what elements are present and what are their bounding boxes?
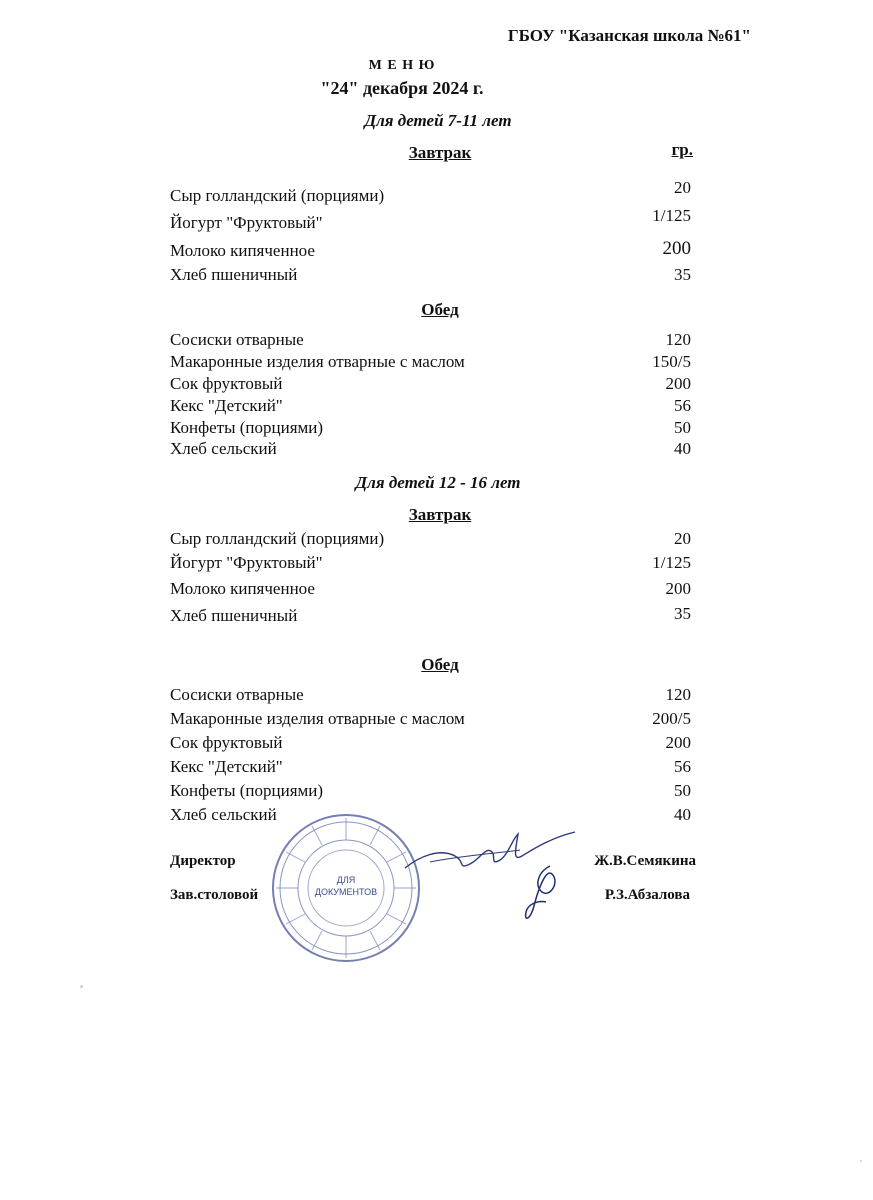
director-name: Ж.В.Семякина: [594, 853, 696, 869]
list-item: Кекс "Детский": [170, 757, 283, 776]
group1-lunch-title: Обед: [421, 300, 459, 319]
list-item-qty: 1/125: [652, 206, 691, 225]
list-item-qty: 35: [674, 265, 691, 284]
list-item-qty: 20: [674, 529, 691, 548]
canteen-role: Зав.столовой: [170, 887, 259, 903]
list-item: Конфеты (порциями): [170, 781, 324, 800]
menu-date: "24" декабря 2024 г.: [320, 78, 484, 98]
list-item: Макаронные изделия отварные с маслом: [170, 709, 465, 728]
list-item: Хлеб сельский: [170, 805, 277, 824]
list-item-qty: 1/125: [652, 553, 691, 572]
list-item: Макаронные изделия отварные с маслом: [170, 352, 465, 371]
list-item-qty: 200: [665, 733, 691, 752]
list-item-qty: 200: [662, 238, 691, 259]
menu-label: М Е Н Ю: [368, 58, 436, 73]
list-item-qty: 50: [674, 781, 691, 800]
organization-name: ГБОУ "Казанская школа №61": [507, 26, 751, 45]
canteen-signature: [520, 862, 570, 924]
unit-label: гр.: [671, 140, 693, 159]
group2-lunch-title: Обед: [421, 655, 459, 674]
stamp-text-bottom: ДОКУМЕНТОВ: [314, 887, 378, 897]
list-item-qty: 150/5: [652, 352, 691, 371]
group2-breakfast-title: Завтрак: [408, 505, 472, 524]
list-item-qty: 56: [674, 757, 691, 776]
list-item: Сосиски отварные: [170, 685, 304, 704]
list-item: Сосиски отварные: [170, 330, 304, 349]
scan-speck: [860, 1160, 862, 1162]
list-item-qty: 200/5: [652, 709, 691, 728]
list-item-qty: 40: [674, 439, 691, 458]
list-item: Хлеб сельский: [170, 439, 277, 458]
list-item-qty: 120: [665, 685, 691, 704]
group1-heading: Для детей 7-11 лет: [364, 111, 512, 130]
list-item-qty: 35: [674, 604, 691, 623]
list-item: Конфеты (порциями): [170, 418, 324, 437]
list-item-qty: 40: [674, 805, 691, 824]
list-item: Хлеб пшеничный: [170, 606, 298, 625]
list-item-qty: 50: [674, 418, 691, 437]
group2-heading: Для детей 12 - 16 лет: [355, 473, 521, 492]
canteen-name: Р.З.Абзалова: [604, 887, 690, 903]
list-item: Сыр голландский (порциями): [170, 529, 385, 548]
director-role: Директор: [170, 853, 236, 869]
list-item-qty: 200: [665, 374, 691, 393]
list-item-qty: 20: [674, 178, 691, 197]
list-item: Сок фруктовый: [170, 374, 283, 393]
stamp-text-top: ДЛЯ: [336, 875, 356, 885]
list-item: Йогурт "Фруктовый": [170, 213, 323, 232]
list-item: Хлеб пшеничный: [170, 265, 298, 284]
list-item: Молоко кипяченное: [170, 579, 315, 598]
list-item: Йогурт "Фруктовый": [170, 553, 323, 572]
list-item: Сыр голландский (порциями): [170, 186, 385, 205]
group1-breakfast-title: Завтрак: [408, 143, 472, 162]
list-item-qty: 120: [665, 330, 691, 349]
list-item-qty: 200: [665, 579, 691, 598]
list-item: Молоко кипяченное: [170, 241, 315, 260]
list-item: Кекс "Детский": [170, 396, 283, 415]
list-item-qty: 56: [674, 396, 691, 415]
list-item: Сок фруктовый: [170, 733, 283, 752]
scan-speck: [80, 985, 83, 988]
